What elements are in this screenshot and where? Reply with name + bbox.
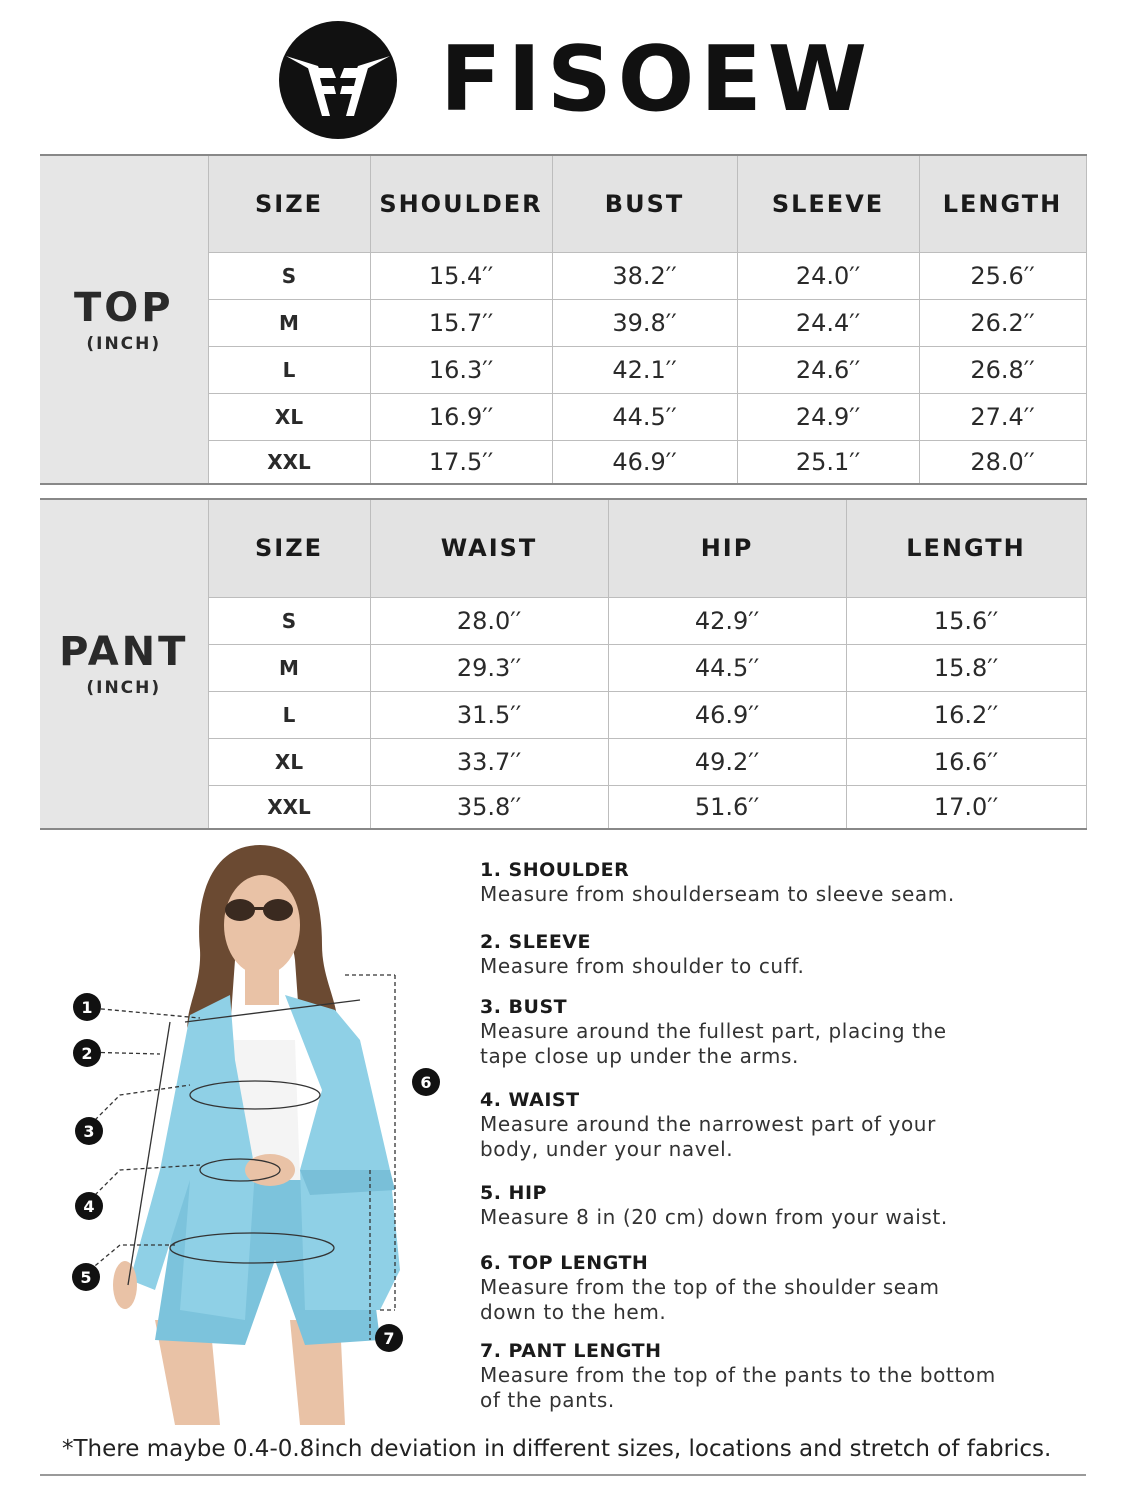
value-cell: 46.9′′ (552, 440, 737, 484)
value-cell: 44.5′′ (608, 644, 846, 691)
measurement-figure (60, 840, 460, 1425)
column-header: LENGTH (846, 499, 1086, 597)
value-cell: 35.8′′ (370, 785, 608, 829)
instruction-item (480, 1251, 1100, 1339)
model-hand (113, 1261, 137, 1309)
instruction-item (480, 930, 1100, 995)
instruction-title: 2. SLEEVE (480, 931, 591, 953)
value-cell: 33.7′′ (370, 738, 608, 785)
pant-unit: (INCH) (86, 678, 162, 698)
marker-2-label: 2 (81, 1044, 93, 1063)
model-face (224, 875, 300, 975)
instruction-item (480, 995, 1100, 1088)
value-cell: 16.6′′ (846, 738, 1086, 785)
top-section-label (40, 155, 208, 484)
instruction-text: Measure from the top of the shoulder seam down to the hem. (480, 1275, 940, 1324)
value-cell: 17.5′′ (370, 440, 552, 484)
value-cell: 49.2′′ (608, 738, 846, 785)
value-cell: 31.5′′ (370, 691, 608, 738)
value-cell: 42.1′′ (552, 346, 737, 393)
size-cell: L (208, 691, 370, 738)
instruction-title: 6. TOP LENGTH (480, 1252, 649, 1274)
value-cell: 16.3′′ (370, 346, 552, 393)
column-header: SIZE (208, 499, 370, 597)
model-hand (245, 1154, 295, 1186)
marker-1-label: 1 (81, 998, 93, 1017)
value-cell: 39.8′′ (552, 299, 737, 346)
size-cell: XXL (208, 440, 370, 484)
column-header: LENGTH (919, 155, 1086, 252)
instruction-title: 4. WAIST (480, 1089, 580, 1111)
pant-size-table (40, 498, 1087, 830)
value-cell: 27.4′′ (919, 393, 1086, 440)
instruction-text: Measure 8 in (20 cm) down from your waist. (480, 1205, 948, 1229)
marker-7-label: 7 (383, 1329, 395, 1348)
value-cell: 25.6′′ (919, 252, 1086, 299)
size-cell: XL (208, 738, 370, 785)
measurement-instructions (480, 858, 1100, 1419)
marker-5-label: 5 (80, 1268, 92, 1287)
instruction-title: 3. BUST (480, 996, 568, 1018)
value-cell: 46.9′′ (608, 691, 846, 738)
value-cell: 24.9′′ (737, 393, 919, 440)
instruction-item (480, 858, 1100, 930)
column-header: HIP (608, 499, 846, 597)
instruction-item (480, 1181, 1100, 1251)
size-cell: S (208, 252, 370, 299)
value-cell: 51.6′′ (608, 785, 846, 829)
top-unit: (INCH) (86, 333, 162, 354)
size-cell: M (208, 644, 370, 691)
deviation-footnote: *There maybe 0.4-0.8inch deviation in different sizes, locations and stretch of fabrics. (62, 1436, 1052, 1462)
instruction-text: Measure from the top of the pants to the bottom of the pants. (480, 1363, 996, 1412)
column-header: SLEEVE (737, 155, 919, 252)
brand-logo-icon (278, 20, 398, 140)
instruction-title: 5. HIP (480, 1182, 547, 1204)
size-cell: S (208, 597, 370, 644)
instruction-title: 7. PANT LENGTH (480, 1340, 662, 1362)
column-header: BUST (552, 155, 737, 252)
value-cell: 16.9′′ (370, 393, 552, 440)
value-cell: 28.0′′ (370, 597, 608, 644)
value-cell: 24.4′′ (737, 299, 919, 346)
value-cell: 15.8′′ (846, 644, 1086, 691)
column-header: SHOULDER (370, 155, 552, 252)
value-cell: 26.8′′ (919, 346, 1086, 393)
model-neck (245, 965, 279, 1005)
top-title: TOP (73, 284, 174, 331)
marker-6-label: 6 (420, 1073, 432, 1092)
value-cell: 15.4′′ (370, 252, 552, 299)
instruction-item (480, 1339, 1100, 1419)
value-cell: 38.2′′ (552, 252, 737, 299)
marker-3-label: 3 (83, 1122, 95, 1141)
value-cell: 28.0′′ (919, 440, 1086, 484)
value-cell: 16.2′′ (846, 691, 1086, 738)
instruction-text: Measure from shoulderseam to sleeve seam. (480, 882, 955, 906)
value-cell: 42.9′′ (608, 597, 846, 644)
size-cell: L (208, 346, 370, 393)
value-cell: 24.6′′ (737, 346, 919, 393)
value-cell: 26.2′′ (919, 299, 1086, 346)
pant-title: PANT (59, 629, 189, 675)
footer-divider (40, 1474, 1086, 1476)
value-cell: 17.0′′ (846, 785, 1086, 829)
value-cell: 15.6′′ (846, 597, 1086, 644)
instruction-title: 1. SHOULDER (480, 859, 630, 881)
size-cell: XL (208, 393, 370, 440)
size-cell: XXL (208, 785, 370, 829)
value-cell: 29.3′′ (370, 644, 608, 691)
header (0, 0, 1125, 155)
top-size-table (40, 154, 1087, 485)
value-cell: 15.7′′ (370, 299, 552, 346)
instruction-text: Measure from shoulder to cuff. (480, 954, 805, 978)
instruction-text: Measure around the fullest part, placing the tape close up under the arms. (480, 1019, 947, 1068)
value-cell: 24.0′′ (737, 252, 919, 299)
brand-name: FISOEW (440, 27, 874, 132)
column-header: SIZE (208, 155, 370, 252)
column-header: WAIST (370, 499, 608, 597)
value-cell: 44.5′′ (552, 393, 737, 440)
marker-4-label: 4 (83, 1197, 95, 1216)
value-cell: 25.1′′ (737, 440, 919, 484)
instruction-item (480, 1088, 1100, 1181)
size-cell: M (208, 299, 370, 346)
pant-section-label (40, 499, 208, 829)
instruction-text: Measure around the narrowest part of your body, under your navel. (480, 1112, 936, 1161)
